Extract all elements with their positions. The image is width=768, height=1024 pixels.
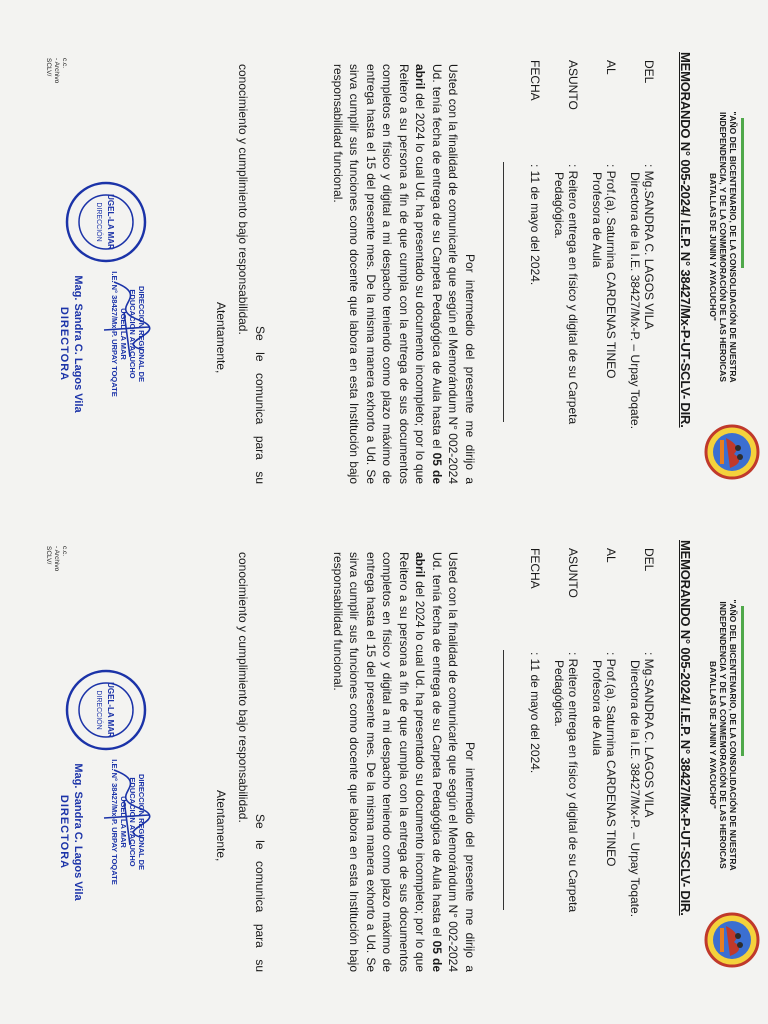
motto-bar [741, 606, 744, 756]
cc-line-3: SCLV/ [45, 546, 52, 565]
al-label: AL [604, 548, 618, 563]
svg-text:DIRECCIÓN: DIRECCIÓN [95, 202, 102, 242]
stamp-line-3: I.E. N° 38427/Mx-P. URPAY TOQATE [110, 271, 119, 397]
school-logo-icon [704, 424, 760, 480]
del-value-line-1: : Mg.SANDRA C. LAGOS VILA [642, 652, 656, 818]
svg-text:UGEL-LA MAR: UGEL-LA MAR [106, 682, 115, 738]
header-separator [503, 650, 504, 910]
fecha-label: FECHA [528, 60, 542, 101]
svg-text:UGEL-LA MAR: UGEL-LA MAR [106, 194, 115, 250]
stamp-line-1: DIRECCION REGIONAL DE EDUCACION AYACUCHO [128, 773, 146, 871]
motto-text: "AÑO DEL BICENTENARIO, DE LA CONSOLIDACIÓN DE NUESTRA INDEPENDENCIA, Y DE LA CONMEMORACIÓN DE LAS HEROICAS BATALLAS DE JUNIN Y AYACUCHO" [708, 111, 738, 383]
closing-paragraph: Se le comunica para su conocimiento y cumplimiento bajo responsabilidad. [236, 552, 267, 972]
header-separator [503, 162, 504, 422]
body-text-a: Por intermedio del presente me dirijo a Usted con la finalidad de comunicarle que según el Memorándum N° 002-2024 Ud. tenía fecha de entrega de su Carpeta Pedagógica de Aula hasta el [430, 552, 477, 972]
asunto-label: ASUNTO [566, 60, 580, 110]
body-text-date: 05 de abril [413, 64, 444, 485]
closing-salutation: Atentamente, [214, 302, 228, 374]
cc-line-1: c.c. [61, 58, 68, 69]
fecha-value: : 11 de mayo del 2024. [528, 164, 542, 286]
stamp-line-1: DIRECCION REGIONAL DE EDUCACION AYACUCHO [128, 285, 146, 383]
fecha-value: : 11 de mayo del 2024. [528, 652, 542, 774]
cc-line-1: c.c. [61, 546, 68, 557]
closing-salutation: Atentamente, [214, 790, 228, 862]
cc-line-2: - Archivo [53, 546, 60, 572]
del-value-line-2: Directora de la I.E. 38427/Mx-P. – Urpay Toqate. [628, 660, 642, 918]
al-label: AL [604, 60, 618, 75]
cc-line-3: SCLV/ [45, 58, 52, 77]
round-stamp-icon [64, 180, 148, 264]
memo-sheet-bottom [0, 520, 768, 1000]
al-value-line-1: : Prof.(a). Saturnina CARDENAS TINEO [604, 164, 618, 379]
signature-icon [94, 760, 164, 860]
motto-text: "AÑO DEL BICENTENARIO, DE LA CONSOLIDACIÓN DE NUESTRA INDEPENDENCIA Y DE LA CONMEMORACIÓN DE LAS HEROICAS BATALLAS DE JUNIN Y AYACUCHO" [708, 599, 738, 871]
asunto-value-line-1: : Reitero entrega en físico y digital de su Carpeta [566, 164, 580, 425]
del-value-line-1: : Mg.SANDRA C. LAGOS VILA [642, 164, 656, 330]
del-label: DEL [642, 548, 656, 572]
signature-icon [94, 272, 164, 372]
fecha-label: FECHA [528, 548, 542, 589]
memo-sheet-top [0, 32, 768, 512]
round-stamp-icon [64, 668, 148, 752]
memo-title: MEMORANDO N° 005-2024/ I.E.P. N° 38427/Mx-P-UT-SCLV- DIR. [678, 52, 693, 428]
del-label: DEL [642, 60, 656, 84]
director-title: DIRECTORA [58, 794, 70, 870]
body-text-a: Por intermedio del presente me dirijo a Usted con la finalidad de comunicarle que según el Memorándum N° 002-2024 Ud. tenía fecha de entrega de su Carpeta Pedagógica de Aula hasta el [430, 64, 477, 484]
body-text-b: del 2024 lo cual Ud. ha presentado su documento incompleto; por lo que Reitero a su persona a fin de que cumpla con la entrega de sus documentos completos en físico y digital a mi despacho teniendo como plazo máximo de entrega hasta el 15 del presente mes. De la misma manera exhorto a Ud. Se sirva cumplir sus funciones como docente que labora en esta Institución bajo responsabilidad funcional. [331, 64, 428, 484]
director-name: Mag. Sandra C. Lagos Vila [72, 275, 84, 413]
school-logo-icon [704, 912, 760, 968]
al-value-line-1: : Prof.(a). Saturnina CARDENAS TINEO [604, 652, 618, 867]
director-title: DIRECTORA [58, 306, 70, 382]
al-value-line-2: Profesora de Aula [590, 172, 604, 268]
body-text-date: 05 de abril [413, 552, 444, 973]
director-name: Mag. Sandra C. Lagos Vila [72, 763, 84, 901]
svg-text:DIRECCIÓN: DIRECCIÓN [95, 690, 102, 730]
memo-title: MEMORANDO N° 005-2024/ I.E.P. N° 38427/Mx-P-UT-SCLV- DIR. [678, 540, 693, 916]
del-value-line-2: Directora de la I.E. 38427/Mx-P. – Urpay Toqate. [628, 172, 642, 430]
stamp-line-2: UGEL LA MAR [119, 308, 128, 360]
asunto-value-line-1: : Reitero entrega en físico y digital de su Carpeta [566, 652, 580, 913]
cc-line-2: - Archivo [53, 58, 60, 84]
asunto-value-line-2: Pedagógica. [552, 172, 566, 239]
motto-bar [741, 118, 744, 268]
asunto-label: ASUNTO [566, 548, 580, 598]
al-value-line-2: Profesora de Aula [590, 660, 604, 756]
body-text-b: del 2024 lo cual Ud. ha presentado su documento incompleto; por lo que Reitero a su persona a fin de que cumpla con la entrega de sus documentos completos en físico y digital a mi despacho teniendo como plazo máximo de entrega hasta el 15 del presente mes. De la misma manera exhorto a Ud. Se sirva cumplir sus funciones como docente que labora en esta Institución bajo responsabilidad funcional. [331, 552, 428, 972]
body-paragraph [330, 64, 479, 484]
copy-to [44, 546, 68, 571]
asunto-value-line-2: Pedagógica. [552, 660, 566, 727]
stamp-line-3: I.E. N° 38427/Mx-P. URPAY TOQATE [110, 759, 119, 885]
closing-paragraph: Se le comunica para su conocimiento y cumplimiento bajo responsabilidad. [236, 64, 267, 484]
body-paragraph [330, 552, 479, 972]
copy-to [44, 58, 68, 83]
stamp-line-2: UGEL LA MAR [119, 796, 128, 848]
